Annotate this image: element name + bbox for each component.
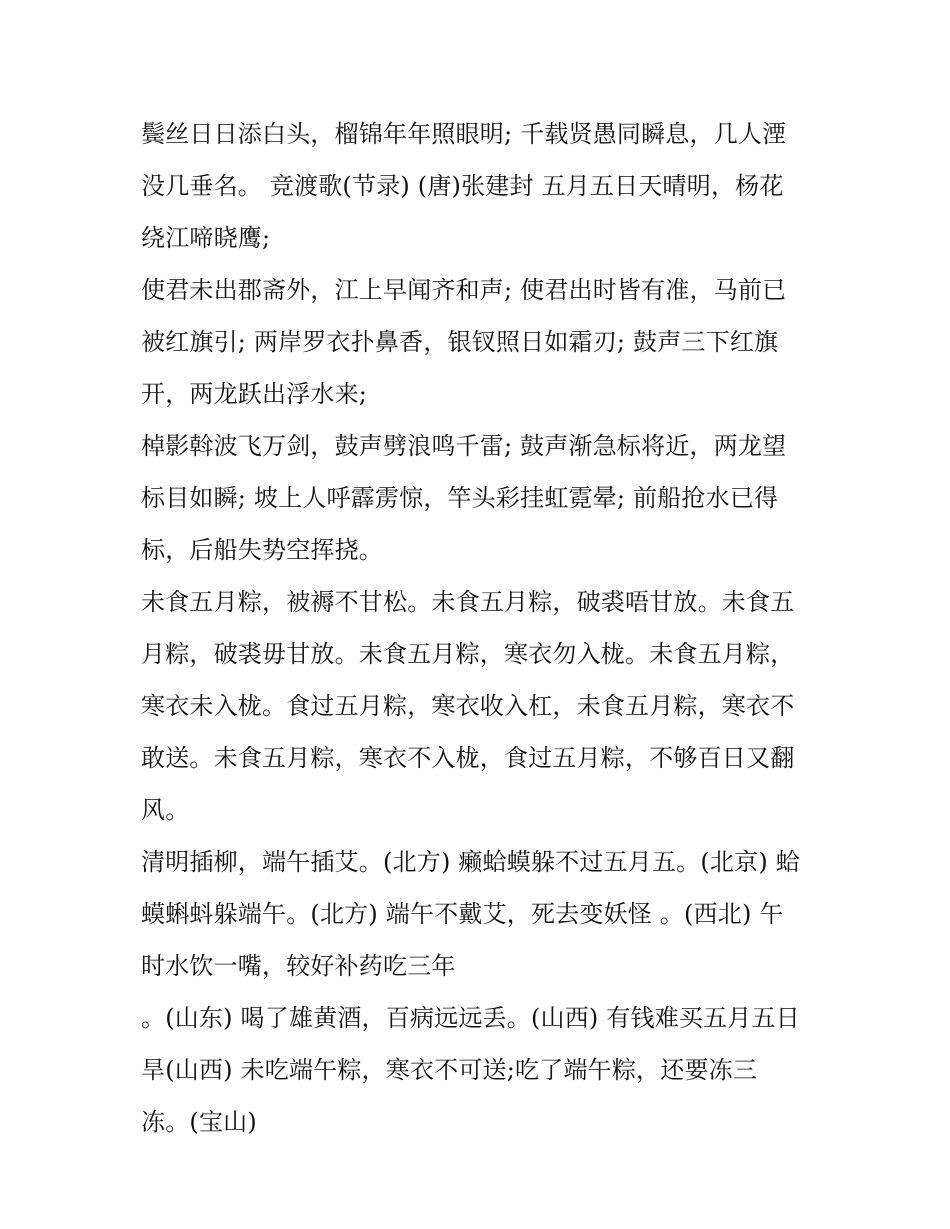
- document-body: [141, 108, 821, 1148]
- text-line: 时水饮一嘴，较好补药吃三年: [141, 952, 456, 980]
- text-line: 未食五月粽，被褥不甘松。未食五月粽，破裘唔甘放。未食五: [141, 588, 795, 616]
- text-line: 月粽，破裘毋甘放。未食五月粽，寒衣勿入栊。未食五月粽，: [141, 640, 795, 668]
- text-line: 旱(山西) 未吃端午粽，寒衣不可送;吃了端午粽，还要冻三: [141, 1056, 758, 1084]
- text-line: 使君未出郡斋外，江上早闻齐和声; 使君出时皆有准，马前已: [141, 276, 787, 304]
- text-line: 标目如瞬; 坡上人呼霹雳惊，竿头彩挂虹霓晕; 前船抢水已得: [141, 484, 779, 512]
- text-line: 。(山东) 喝了雄黄酒，百病远远丢。(山西) 有钱难买五月五日: [141, 1004, 800, 1032]
- text-line: 没几垂名。 竞渡歌(节录) (唐)张建封 五月五日天晴明，杨花: [141, 172, 784, 200]
- text-line: 绕江啼晓鹰;: [141, 224, 271, 252]
- text-line: 棹影斡波飞万剑，鼓声劈浪鸣千雷; 鼓声渐急标将近，两龙望: [141, 432, 787, 460]
- text-line: 鬓丝日日添白头，榴锦年年照眼明; 千载贤愚同瞬息，几人湮: [141, 120, 787, 148]
- text-line: 清明插柳，端午插艾。(北方) 癞蛤蟆躲不过五月五。(北京) 蛤: [141, 848, 800, 876]
- text-line: 蟆蝌蚪躲端午。(北方) 端午不戴艾，死去变妖怪 。(西北) 午: [141, 900, 784, 928]
- text-line: 风。: [141, 796, 190, 824]
- text-line: 开，两龙跃出浮水来;: [141, 380, 368, 408]
- text-line: 标，后船失势空挥挠。: [141, 536, 383, 564]
- text-line: 被红旗引; 两岸罗衣扑鼻香，银钗照日如霜刃; 鼓声三下红旗: [141, 328, 779, 356]
- text-line: 敢送。未食五月粽，寒衣不入栊，食过五月粽，不够百日又翻: [141, 744, 795, 772]
- text-line: 冻。(宝山): [141, 1108, 257, 1136]
- text-line: 寒衣未入栊。食过五月粽，寒衣收入杠，未食五月粽，寒衣不: [141, 692, 795, 720]
